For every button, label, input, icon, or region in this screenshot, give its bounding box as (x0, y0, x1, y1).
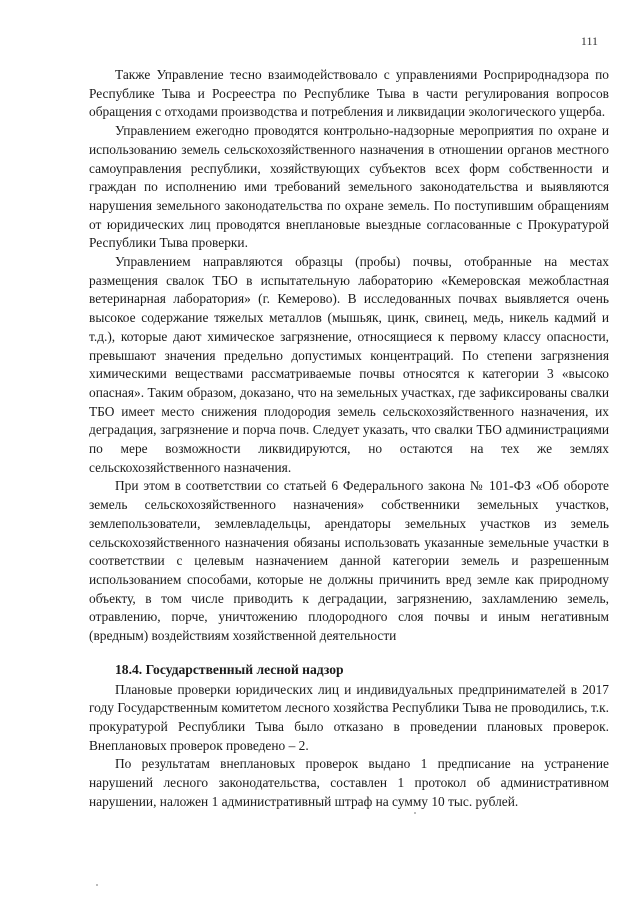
paragraph-inspections: Управлением ежегодно проводятся контрольно-надзорные мероприятия по охране и использованию земель сельскохозяйственного назначения в отношении органов местного самоуправления республики, хозяйствующих субъектов всех форм собственности и граждан по исполнению ими требований земельного законодательства и выявляются нарушения земельного законодательства по охране земель. По поступившим обращениям от юридических лиц проводятся внеплановые выездные согласованные с Прокуратурой Республики Тыва проверки. (89, 123, 609, 251)
paragraph-cooperation: Также Управление тесно взаимодействовало с управлениями Росприроднадзора по Республике Тыва и Росреестра по Республике Тыва в части регулирования вопросов обращения с отходами производства и потребления и ликвидации экологического ущерба. (89, 67, 609, 120)
paragraph-check-results: По результатам внеплановых проверок выдано 1 предписание на устранение нарушений лесного законодательства, составлен 1 протокол об административном нарушении, наложен 1 административный штраф на сумму 10 тыс. рублей. (89, 756, 609, 809)
paragraph-federal-law: При этом в соответствии со статьей 6 Федерального закона № 101-ФЗ «Об обороте земель сельскохозяйственного назначения» собственники земельных участков, землепользователи, землевладельцы, арендаторы земельных участков из земель сельскохозяйственного назначения обязаны использовать указанные земельные участки в соответствии с целевым назначением данной категории земель и разрешенным использованием способами, которые не должны причинить вред земле как природному объекту, в том числе приводить к деградации, загрязнению, захламлению земель, отравлению, порче, уничтожению плодородного слоя почвы и иным негативным (вредным) воздействиям хозяйственной деятельности (89, 478, 609, 644)
scan-speck (414, 812, 416, 814)
paragraph-planned-checks: Плановые проверки юридических лиц и индивидуальных предпринимателей в 2017 году Государственным комитетом лесного хозяйства Республики Тыва не проводились, т.к. прокуратурой Республики Тыва было отказано в проведении плановых проверок. Внеплановых проверок проведено – 2. (89, 681, 609, 753)
paragraph-soil-samples: Управлением направляются образцы (пробы) почвы, отобранные на местах размещения свалок ТБО в испытательную лабораторию «Кемеровская межобластная ветеринарная лаборатория» (г. Кемерово). В исследованных почвах выявляется очень высокое содержание тяжелых металлов (мышьяк, цинк, свинец, медь, никель кадмий и т.д.), которые дают химическое загрязнение, относящиеся к первому классу опасности, превышают значения предельно допустимых концентраций. По степени загрязнения химическими веществами рассматриваемые почвы относятся к категории 3 «высоко опасная». Таким образом, доказано, что на земельных участках, где зафиксированы свалки ТБО имеет место снижения плодородия земель сельскохозяйственного назначения, их деградация, загрязнение и порча почв. Следует указать, что свалки ТБО администрациями по мере возможности ликвидируются, но остаются на тех же землях сельскохозяйственного назначения. (89, 254, 609, 475)
section-heading: 18.4. Государственный лесной надзор (115, 661, 344, 677)
section-spacer (89, 646, 609, 661)
document-body (89, 66, 609, 811)
page-number: 111 (580, 34, 598, 48)
scan-speck (96, 884, 98, 886)
